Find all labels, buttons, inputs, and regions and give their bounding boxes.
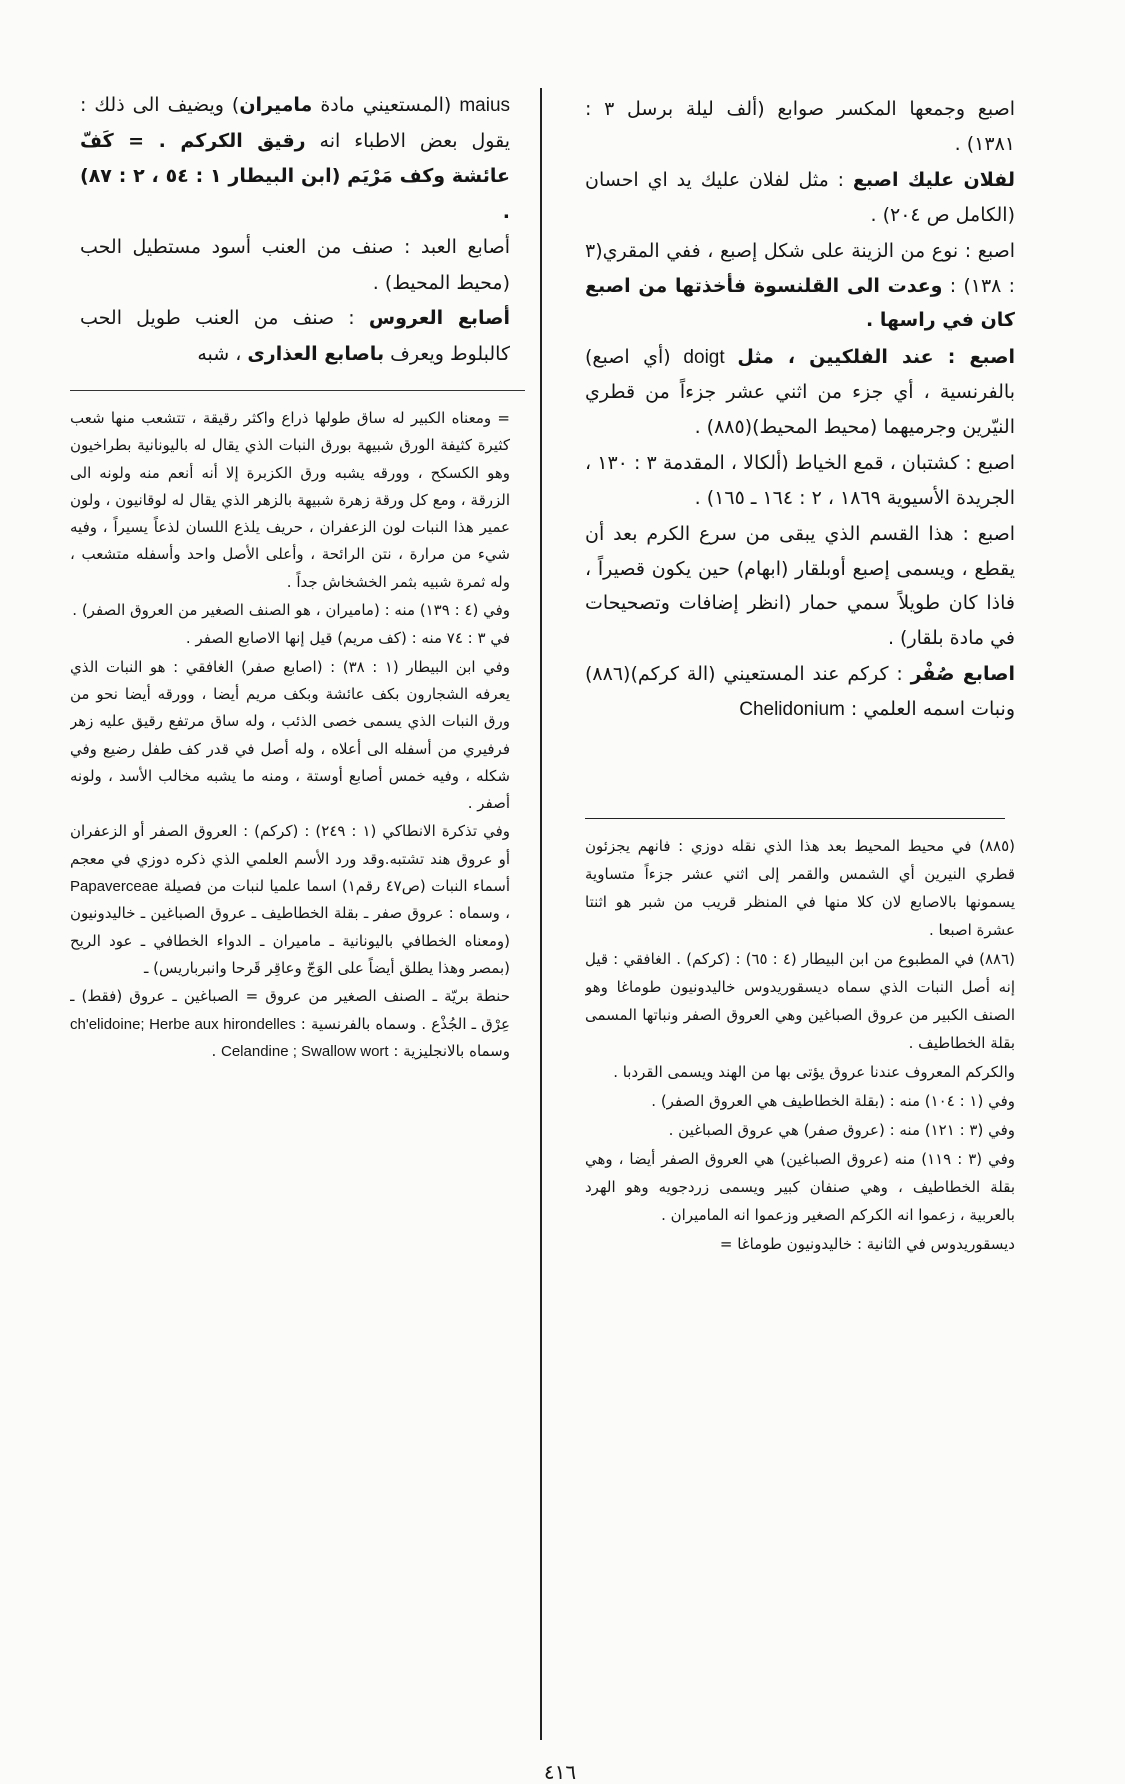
footnotes [585, 832, 1015, 1532]
latin-term: doigt [670, 346, 738, 368]
entry-headword: رقيق الكركم . = كَفّ عائشة وكف مَرْيَم (ابن البيطار ١ : ٥٤ ، ٢ : ٨٧) . [80, 129, 510, 223]
paragraph [585, 945, 1015, 1057]
text-run: : صنف من العنب طويل الحب كالبلوط ويعرف [80, 307, 510, 365]
text-run: اصبع وجمعها المكسر صوابع (ألف ليلة برسل ٣ : ١٣٨١) . [585, 98, 1015, 155]
latin-term: maius [459, 95, 510, 116]
paragraph [585, 657, 1015, 727]
entry-headword: لفلان عليك اصبع [852, 169, 1015, 191]
paragraph [585, 92, 1015, 161]
paragraph [70, 654, 510, 818]
text-run: اصبع : كشتبان ، قمع الخياط (ألكالا ، المقدمة ٣ : ١٣٠ ، الجريدة الأسيوية ١٨٦٩ ، ٢ : ١٦٤ ـ ١٦٥) . [585, 452, 1015, 509]
latin-term: Celandine ; Swallow wort [221, 1042, 389, 1060]
text-run: اصبع : نوع من الزينة على شكل إصبع ، ففي المقري(٣ : ١٣٨) : [585, 240, 1015, 297]
latin-term: ch'elidoine; Herbe aux hirondelles [70, 1015, 296, 1033]
paragraph [585, 517, 1015, 655]
text-run: وفي (١ : ١٠٤) منه : (بقلة الخطاطيف هي العروق الصفر) . [651, 1092, 1015, 1110]
paragraph [80, 230, 510, 301]
paragraph [70, 983, 510, 1065]
text-run: في ٣ : ٧٤ منه : (كف مريم) قيل إنها الاصابع الصفر . [185, 629, 510, 648]
text-run: ، وسماه : عروق صفر ـ بقلة الخطاطيف ـ عروق الصباغين ـ خاليدونيون (ومعناه الخطافي باليونانية ـ ماميران ـ الدواء الخطافي ـ عود الريح (بمصر وهذا يطلق أيضاً على الوَجّ وعاقِر قَرحا وانبرباريس) ـ [70, 904, 510, 977]
paragraph [585, 1145, 1015, 1229]
latin-term: Chelidonium [739, 698, 845, 720]
paragraph [70, 597, 510, 624]
paragraph [585, 1116, 1015, 1144]
paragraph [70, 625, 510, 652]
footnote-rule [585, 818, 1005, 819]
vertical-column-rule [540, 88, 542, 1740]
paragraph [80, 88, 510, 230]
text-run: وفي ابن البيطار (١ : ٣٨) : (اصابع صفر) الغافقي : هو النبات الذي يعرفه الشجارون بكف عائشة وبكف مريم أيضا ، وورقه أيضا نحو من ورق النبات الذي يسمى خصى الذئب ، وله ساق مرتفع رقيق عليه زهر فرفيري من أسفله الى أعلاه ، وله أصل في قدر كف طفل رضيع وفي شكله ، وفيه خمس أصابع أوستة ، ومنه ما يشبه مخالب الأسد ، ولونه أصفر . [70, 657, 510, 813]
paragraph [585, 340, 1015, 445]
paragraph [80, 301, 510, 372]
paragraph [585, 1230, 1015, 1258]
text-run: : كركم عند المستعيني (الة كركم)(٨٨٦) ونبات اسمه العلمي : [585, 663, 1015, 720]
latin-term: Papaverceae [70, 878, 159, 896]
entry-headword: ماميران [239, 94, 313, 116]
left-column-body [70, 405, 510, 1745]
text-run: (أي اصبع) بالفرنسية ، أي جزء من اثني عشر جزءاً من قطري النيّرين وجرميهما (محيط المحيط)(٨٨٥) . [585, 345, 1015, 438]
paragraph [70, 818, 510, 982]
paragraph [585, 446, 1015, 515]
text-run: = ومعناه الكبير له ساق طولها ذراع واكثر رقيقة ، تتشعب منها شعب كثيرة كثيفة الورق شبيهة بورق النبات الذي يقال له باليونانية بطراخيون وهو الكسكح ، وورقه يشبه ورق الكزبرة إلا أنه أنعم منه ولونه الى الزرقة ، ومع كل ورقة زهرة شبيهة بالزهر الذي يقال له لوقانيون ، ولون عمير هذا النبات لون الزعفران ، حريف يلذع اللسان لذعاً يسيراً ، وفيه شيء من مرارة ، نتن الرائحة ، وأعلى الأصل واحد وأسفله متشعب ، وله ثمرة شبيه بثمر الخشخاش جداً . [70, 409, 510, 591]
text-run: ) ويضيف الى ذلك : يقول بعض الاطباء انه [80, 94, 510, 152]
entry-headword: اصبع : عند الفلكيين ، مثل [737, 345, 1015, 368]
text-run: ديسقوريدوس في الثانية : خاليدونيون طوماغا = [719, 1235, 1015, 1253]
text-run: أصابع العبد : صنف من العنب أسود مستطيل الحب (محيط المحيط) . [80, 236, 510, 294]
text-run: اصبع : هذا القسم الذي يبقى من سرع الكرم بعد أن يقطع ، ويسمى إصبع أوبلقار (ابهام) حين يكون قصيراً ، فاذا كان طويلاً سمي حمار (انظر إضافات وتصحيحات في مادة بلقار) . [585, 523, 1015, 649]
text-run: . [211, 1041, 221, 1060]
text-run: وفي (٣ : ١٢١) منه : (عروق صفر) هي عروق الصباغين . [668, 1121, 1015, 1139]
paragraph [70, 405, 510, 596]
text-run: (المستعيني مادة [312, 94, 460, 116]
text-run: حنطة بريّة ـ الصنف الصغير من عروق = الصباغين ـ عروق (فقط) ـ عِرْق ـ الجُذْع . وسماه بالفرنسية : [70, 987, 510, 1033]
left-column-top [80, 88, 510, 388]
text-run: : مثل لفلان عليك يد اي احسان (الكامل ص ٢٠٤) . [585, 169, 1015, 226]
text-run: ، شبه [197, 342, 248, 365]
text-run: (٨٨٥) في محيط المحيط بعد هذا الذي نقله دوزي : فانهم يجزئون قطري النيرين أي الشمس والقمر إلى اثني عشر جزءاً متساوية يسمونها بالاصابع لان كلا منها في المنظر قريب من شبر هو اثنتا عشرة اصبعا . [585, 837, 1015, 939]
paragraph [585, 832, 1015, 944]
paragraph [585, 1087, 1015, 1115]
right-column [585, 92, 1015, 792]
text-run: وفي (٤ : ١٣٩) منه : (ماميران ، هو الصنف الصغير من العروق الصفر) . [72, 601, 510, 620]
entry-headword: باصابع العذارى [247, 342, 385, 365]
page-number: ٤١٦ [543, 1760, 577, 1784]
text-run: وفي (٣ : ١١٩) منه (عروق الصباغين) هي العروق الصفر أيضا ، وهي بقلة الخطاطيف ، وهي صنفان كبير ويسمى زردجويه وهو الهرد بالعربية ، زعموا انه الكركم الصغير وزعموا انه الماميران . [585, 1150, 1015, 1224]
paragraph [585, 1058, 1015, 1086]
paragraph [585, 163, 1015, 232]
entry-headword: اصابع صُفْر [910, 663, 1015, 685]
column-divider-rule [70, 390, 525, 391]
text-run: وسماه بالانجليزية : [388, 1041, 510, 1060]
entry-headword: وعدت الى القلنسوة فأخذتها من اصبع كان في راسها . [585, 274, 1015, 331]
text-run: وفي تذكرة الانطاكي (١ : ٢٤٩) : (كركم) : العروق الصفر أو الزعفران أو عروق هند تشتبه.وقد ورد الأسم العلمي الذي ذكره دوزي في معجم أسماء النبات (ص٤٧ رقم١) اسما علميا لنبات من فصيلة [70, 822, 510, 896]
text-run: (٨٨٦) في المطبوع من ابن البيطار (٤ : ٦٥) : (كركم) . الغافقي : قيل إنه أصل النبات الذي سماه ديسقوريدوس خاليدونيون طوماغا وهو الصنف الكبير من عروق الصباغين وهي العروق الصفر ونباتها المسمى بقلة الخطاطيف . [585, 950, 1015, 1052]
text-run: والكركم المعروف عندنا عروق يؤتى بها من الهند ويسمى القردبا . [613, 1063, 1015, 1081]
entry-headword: أصابع العروس [368, 307, 510, 329]
paragraph [585, 234, 1015, 338]
